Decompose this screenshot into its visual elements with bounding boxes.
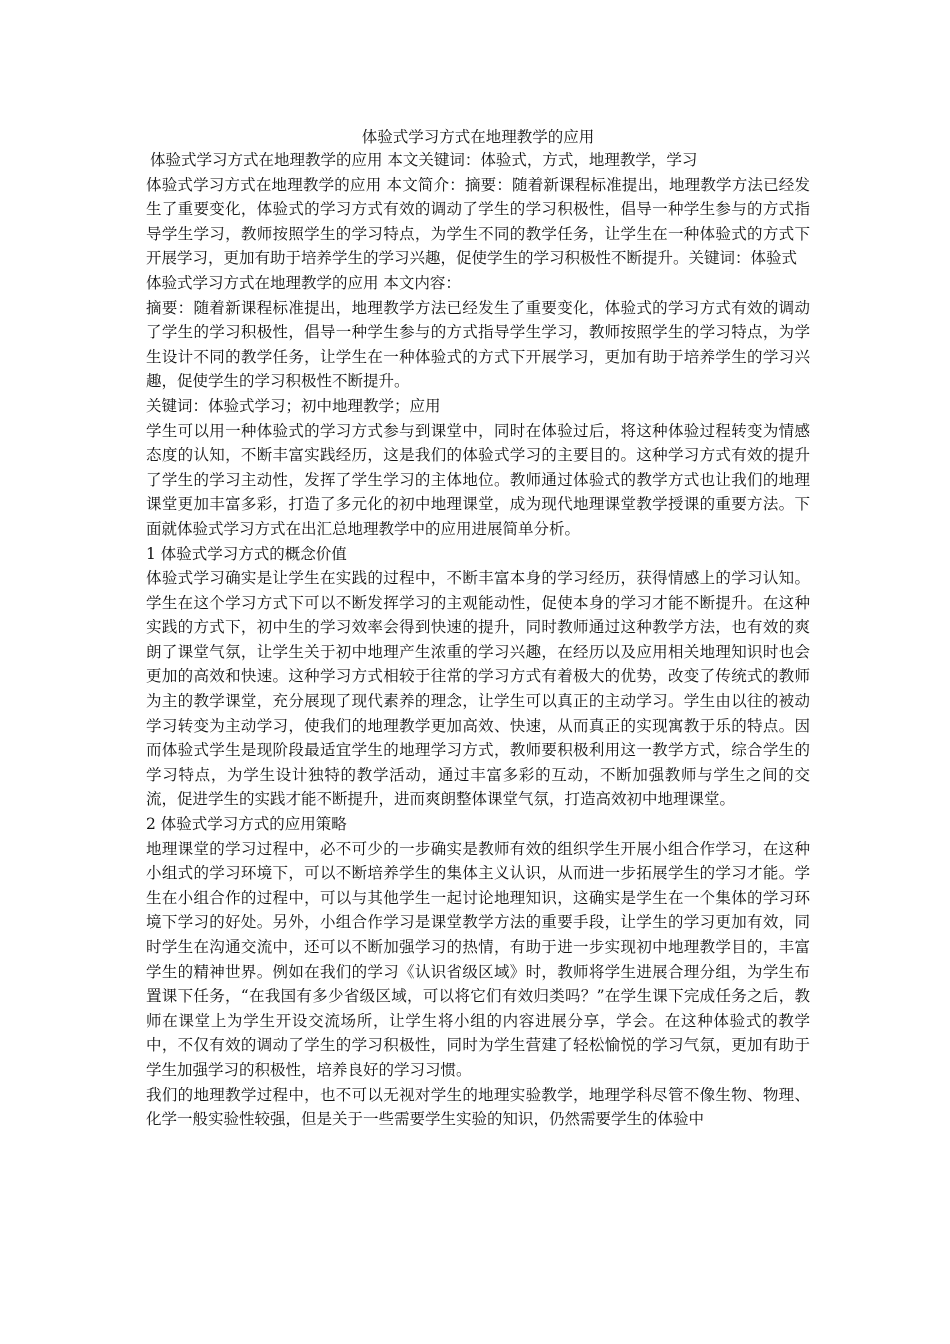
section1-heading: 1 体验式学习方式的概念价值: [146, 544, 347, 563]
closing-paragraph: 我们的地理教学过程中，也不可以无视对学生的地理实验教学，地理学科尽管不像生物、物理、化学一般实验性较强，但是关于一些需要学生实验的知识，仍然需要学生的体验中: [146, 1085, 810, 1129]
document-page: [146, 126, 810, 1132]
section2-heading: 2 体验式学习方式的应用策略: [146, 815, 347, 834]
content-label: 体验式学习方式在地理教学的应用 本文内容：: [146, 273, 461, 292]
body-intro-paragraph: 学生可以用一种体验式的学习方式参与到课堂中，同时在体验过后，将这种体验过程转变为情感态度的认知，不断丰富实践经历，这是我们的体验式学习的主要目的。这种学习方式有效的提升了学生的学习主动性，发挥了学生学习的主体地位。教师通过体验式的教学方式也让我们的地理课堂更加丰富多彩，打造了多元化的初中地理课堂，成为现代地理课堂教学授课的重要方法。下面就体验式学习方式在出汇总地理教学中的应用进展简单分析。: [146, 421, 810, 538]
section2-paragraph: 地理课堂的学习过程中，必不可少的一步确实是教师有效的组织学生开展小组合作学习，在这种小组式的学习环境下，可以不断培养学生的集体主义认识，从而进一步拓展学生的学习才能。学生在小组合作的过程中，可以与其他学生一起讨论地理知识，这确实是学生在一个集体的学习环境下学习的好处。另外，小组合作学习是课堂教学方法的重要手段，让学生的学习更加有效，同时学生在沟通交流中，还可以不断加强学习的热情，有助于进一步实现初中地理教学目的，丰富学生的精神世界。例如在我们的学习《认识省级区域》时，教师将学生进展合理分组，为学生布置课下任务，“在我国有多少省级区域，可以将它们有效归类吗？”在学生课下完成任务之后，教师在课堂上为学生开设交流场所，让学生将小组的内容进展分享，学会。在这种体验式的教学中，不仅有效的调动了学生的学习积极性，同时为学生营建了轻松愉悦的学习气氛，更加有助于学生加强学习的积极性，培养良好的学习习惯。: [146, 839, 810, 1079]
section1-paragraph: 体验式学习确实是让学生在实践的过程中，不断丰富本身的学习经历，获得情感上的学习认知。学生在这个学习方式下可以不断发挥学习的主观能动性，促使本身的学习才能不断提升。在这种实践的方式下，初中生的学习效率会得到快速的提升，同时教师通过这种教学方法，也有效的爽朗了课堂气氛，让学生关于初中地理产生浓重的学习兴趣，在经历以及应用相关地理知识时也会更加的高效和快速。这种学习方式相较于往常的学习方式有着极大的优势，改变了传统式的教师为主的教学课堂，充分展现了现代素养的理念，让学生可以真正的主动学习。学生由以往的被动学习转变为主动学习，使我们的地理教学更加高效、快速，从而真正的实现寓教于乐的特点。因而体验式学生是现阶段最适宜学生的地理学习方式，教师要积极利用这一教学方式，综合学生的学习特点，为学生设计独特的教学活动，通过丰富多彩的互动，不断加强教师与学生之间的交流，促进学生的实践才能不断提升，进而爽朗整体课堂气氛，打造高效初中地理课堂。: [146, 569, 810, 809]
keywords-line: 体验式学习方式在地理教学的应用 本文关键词：体验式，方式，地理教学，学习: [150, 151, 698, 169]
document-title: 体验式学习方式在地理教学的应用: [361, 128, 595, 146]
intro-paragraph: 体验式学习方式在地理教学的应用 本文简介：摘要：随着新课程标准提出，地理教学方法已经发生了重要变化，体验式的学习方式有效的调动了学生的学习积极性，倡导一种学生参与的方式指导学生学习，教师按照学生的学习特点，为学生不同的教学任务，让学生在一种体验式的方式下开展学习，更加有助于培养学生的学习兴趣，促使学生的学习积极性不断提升。关键词：体验式: [146, 175, 810, 268]
keywords-paragraph: 关键词：体验式学习；初中地理教学；应用: [146, 396, 441, 415]
abstract-paragraph: 摘要：随着新课程标准提出，地理教学方法已经发生了重要变化，体验式的学习方式有效的调动了学生的学习积极性，倡导一种学生参与的方式指导学生学习，教师按照学生的学习特点，为学生设计不同的教学任务，让学生在一种体验式的方式下开展学习，更加有助于培养学生的学习兴趣，促使学生的学习积极性不断提升。: [146, 298, 810, 391]
